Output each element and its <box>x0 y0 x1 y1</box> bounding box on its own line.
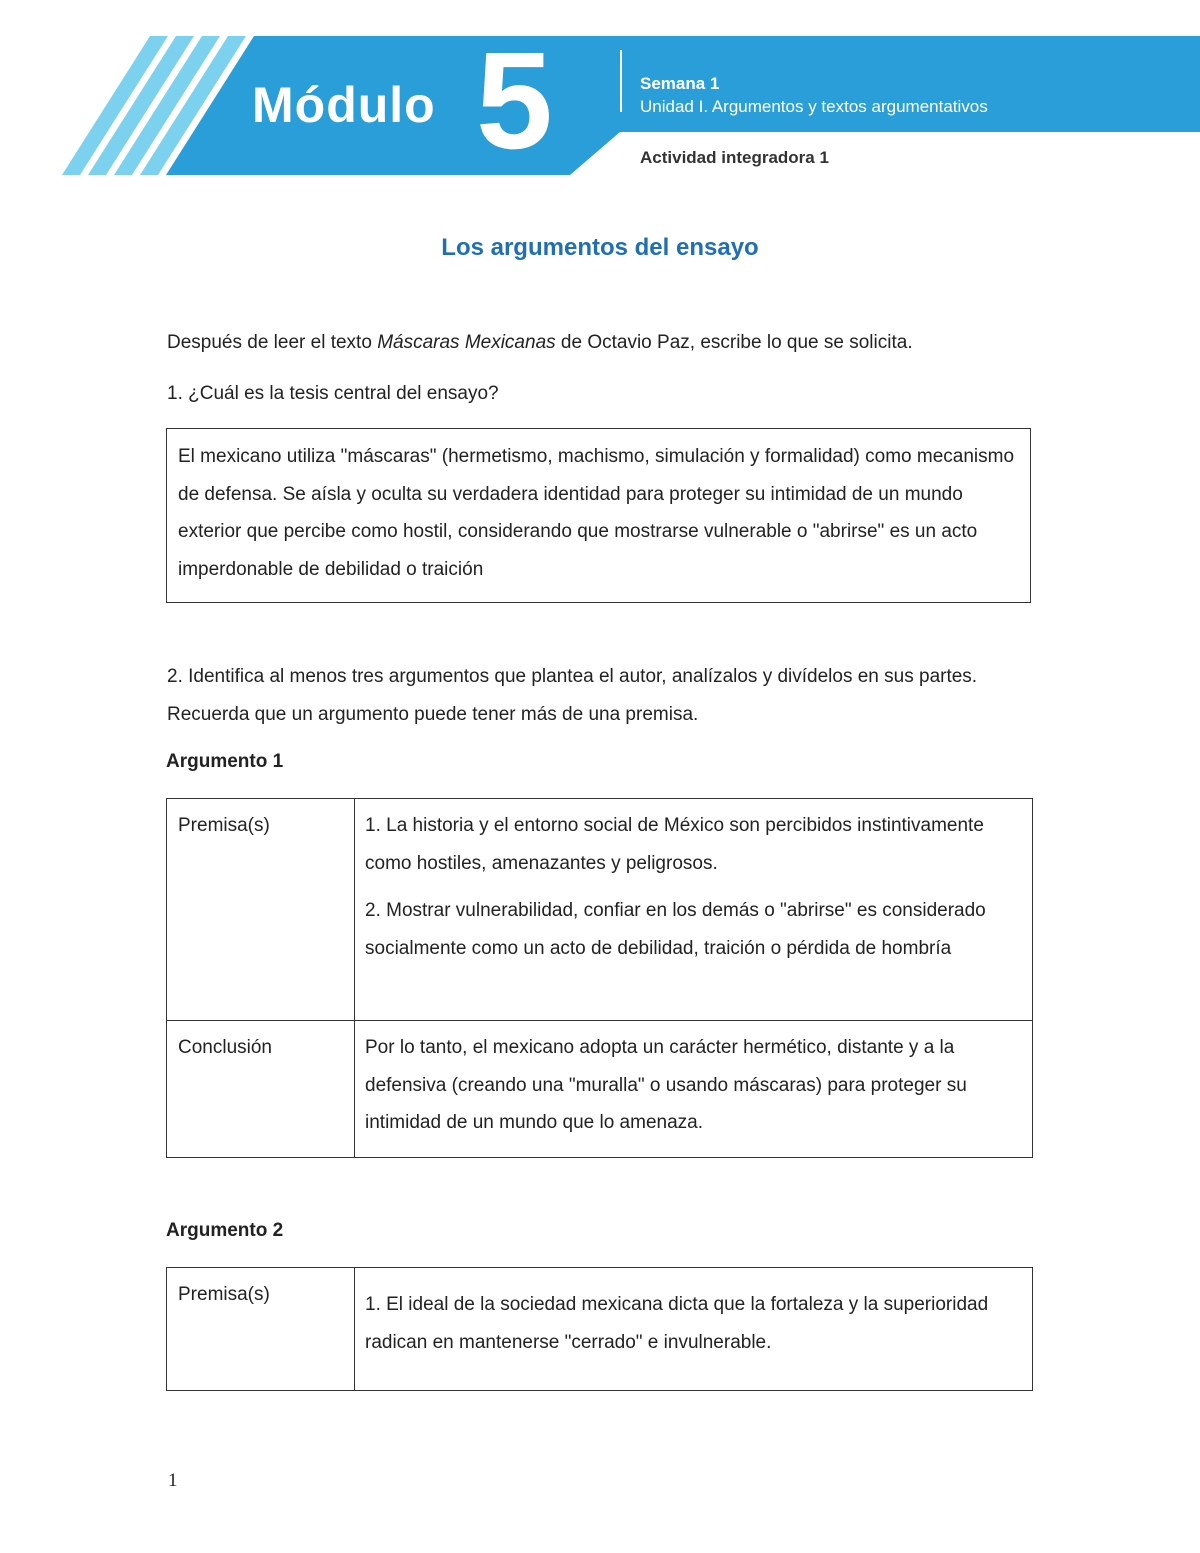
intro-after: de Octavio Paz, escribe lo que se solicita. <box>555 332 913 353</box>
unidad-label: Unidad I. Argumentos y textos argumentativos <box>640 97 988 116</box>
conclusion-label: Conclusión <box>167 1021 355 1158</box>
modulo-label: Módulo <box>252 77 436 133</box>
answer-1-box <box>166 428 1031 603</box>
actividad-label: Actividad integradora 1 <box>640 148 829 167</box>
table-row <box>167 1268 1033 1391</box>
question-1: 1. ¿Cuál es la tesis central del ensayo? <box>167 383 499 404</box>
answer-1-text: El mexicano utiliza "máscaras" (hermetismo, machismo, simulación y formalidad) como mecanismo de defensa. Se aísla y oculta su verdadera identidad para proteger su intimidad de un mundo exterior que percibe como hostil, considerando que mostrarse vulnerable o "abrirse" es un acto imperdonable de debilidad o traición <box>178 446 1015 580</box>
intro-paragraph <box>167 332 913 354</box>
conclusion-cell: Por lo tanto, el mexicano adopta un carácter hermético, distante y a la defensiva (creando una "muralla" o usando máscaras) para proteger su intimidad de un mundo que lo amenaza. <box>355 1021 1033 1158</box>
module-banner <box>0 0 1200 190</box>
premisas-cell <box>355 799 1033 1021</box>
page-number: 1 <box>168 1470 178 1491</box>
premisa-1: 1. El ideal de la sociedad mexicana dicta que la fortaleza y la superioridad radican en mantenerse "cerrado" e invulnerable. <box>355 1268 1033 1391</box>
premisas-label: Premisa(s) <box>167 799 355 1021</box>
premisa-1: 1. La historia y el entorno social de México son percibidos instintivamente como hostiles, amenazantes y peligrosos. <box>365 815 984 874</box>
header-divider <box>620 50 622 112</box>
question-2: 2. Identifica al menos tres argumentos que plantea el autor, analízalos y divídelos en sus partes. Recuerda que un argumento puede tener más de una premisa. <box>167 666 978 725</box>
modulo-number: 5 <box>476 24 553 178</box>
table-row <box>167 1021 1033 1158</box>
page-title: Los argumentos del ensayo <box>441 234 759 261</box>
table-row <box>167 799 1033 1021</box>
argument-2-heading: Argumento 2 <box>166 1220 284 1241</box>
premisa-2: 2. Mostrar vulnerabilidad, confiar en los demás o "abrirse" es considerado socialmente como un acto de debilidad, traición o pérdida de hombría <box>365 900 986 959</box>
argument-1-heading: Argumento 1 <box>166 751 284 772</box>
argument-2-table <box>166 1267 1033 1391</box>
intro-before: Después de leer el texto <box>167 332 378 353</box>
banner-graphic <box>0 0 1200 190</box>
semana-label: Semana 1 <box>640 74 720 93</box>
premisas-label: Premisa(s) <box>167 1268 355 1391</box>
book-title: Máscaras Mexicanas <box>377 332 556 353</box>
argument-1-table <box>166 798 1033 1158</box>
